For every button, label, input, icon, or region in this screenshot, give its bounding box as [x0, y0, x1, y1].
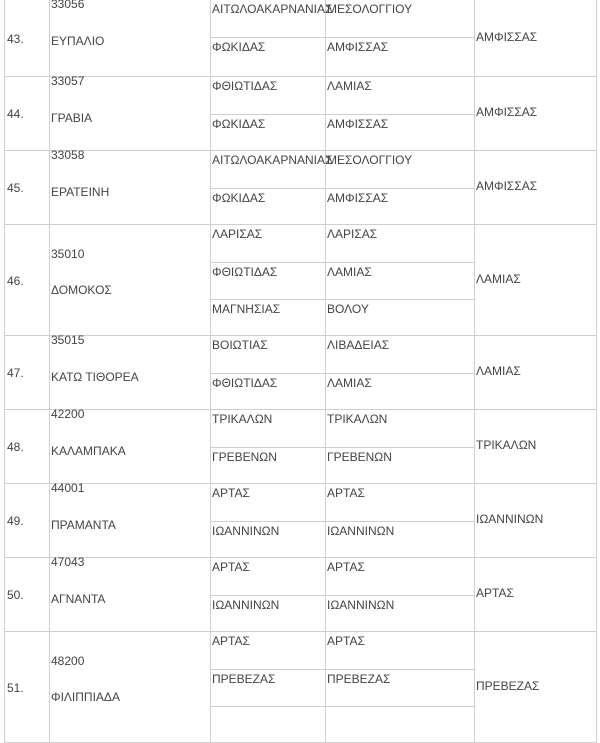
district-cell: ΑΡΤΑΣ	[327, 560, 365, 574]
column-divider	[49, 484, 50, 558]
postal-code: 35010	[51, 247, 85, 261]
table-row	[0, 481, 600, 558]
district-cell: ΛΑΜΙΑΣ	[327, 79, 372, 93]
district-cell: ΙΩΑΝΝΙΝΩΝ	[327, 598, 395, 612]
row-number: 44.	[7, 107, 24, 121]
postal-code: 44001	[51, 481, 85, 495]
subrow-divider	[210, 447, 475, 448]
postal-code: 42200	[51, 407, 85, 421]
row-number: 48.	[7, 440, 24, 454]
row-number: 49.	[7, 514, 24, 528]
prefecture-cell: ΦΩΚΙΔΑΣ	[212, 117, 266, 131]
row-number: 43.	[7, 32, 24, 46]
subrow-divider	[210, 521, 475, 522]
court-cell: ΛΑΜΙΑΣ	[476, 364, 521, 378]
column-divider	[596, 151, 597, 225]
column-divider	[210, 225, 211, 336]
subrow-divider	[210, 262, 475, 263]
postal-code: 35015	[51, 333, 85, 347]
row-number: 46.	[7, 274, 24, 288]
area-name: ΠΡΑΜΑΝΤΑ	[51, 518, 116, 532]
column-divider	[49, 77, 50, 151]
area-name: ΔΟΜΟΚΟΣ	[51, 283, 112, 297]
area-name: ΚΑΛΑΜΠΑΚΑ	[51, 444, 126, 458]
prefecture-cell: ΙΩΑΝΝΙΝΩΝ	[212, 524, 280, 538]
prefecture-cell: ΑΡΤΑΣ	[212, 560, 250, 574]
table-row	[0, 148, 600, 225]
district-cell: ΙΩΑΝΝΙΝΩΝ	[327, 524, 395, 538]
district-cell: ΤΡΙΚΑΛΩΝ	[327, 412, 388, 426]
area-name: ΑΓΝΑΝΤΑ	[51, 592, 106, 606]
prefecture-cell: ΦΘΙΩΤΙΔΑΣ	[212, 376, 278, 390]
column-divider	[474, 632, 475, 743]
column-divider	[474, 0, 475, 77]
prefecture-cell: ΙΩΑΝΝΙΝΩΝ	[212, 598, 280, 612]
area-name: ΚΑΤΩ ΤΙΘΟΡΕΑ	[51, 370, 139, 384]
postal-code: 47043	[51, 555, 85, 569]
court-cell: ΑΜΦΙΣΣΑΣ	[476, 105, 538, 119]
column-divider	[4, 484, 5, 558]
column-divider	[4, 410, 5, 484]
court-cell: ΑΡΤΑΣ	[476, 586, 514, 600]
subrow-divider	[210, 373, 475, 374]
column-divider	[596, 558, 597, 632]
prefecture-cell: ΤΡΙΚΑΛΩΝ	[212, 412, 273, 426]
prefecture-cell: ΓΡΕΒΕΝΩΝ	[212, 450, 277, 464]
column-divider	[596, 225, 597, 336]
postal-code: 48200	[51, 654, 85, 668]
column-divider	[49, 151, 50, 225]
column-divider	[49, 558, 50, 632]
column-divider	[325, 632, 326, 743]
column-divider	[4, 336, 5, 410]
prefecture-cell: ΒΟΙΩΤΙΑΣ	[212, 338, 268, 352]
district-cell: ΛΑΜΙΑΣ	[327, 376, 372, 390]
area-name: ΕΡΑΤΕΙΝΗ	[51, 185, 110, 199]
district-cell: ΜΕΣΟΛΟΓΓΙΟΥ	[327, 153, 413, 167]
table-row	[0, 333, 600, 410]
column-divider	[4, 0, 5, 77]
prefecture-cell: ΦΘΙΩΤΙΔΑΣ	[212, 265, 278, 279]
column-divider	[210, 0, 211, 77]
area-name: ΓΡΑΒΙΑ	[51, 111, 93, 125]
row-number: 51.	[7, 681, 24, 695]
court-cell: ΤΡΙΚΑΛΩΝ	[476, 438, 537, 452]
court-cell: ΙΩΑΝΝΙΝΩΝ	[476, 512, 544, 526]
district-cell: ΑΜΦΙΣΣΑΣ	[327, 40, 389, 54]
column-divider	[4, 225, 5, 336]
table-row	[0, 74, 600, 151]
prefecture-cell: ΦΘΙΩΤΙΔΑΣ	[212, 79, 278, 93]
subrow-divider	[210, 114, 475, 115]
column-divider	[596, 77, 597, 151]
prefecture-cell: ΦΩΚΙΔΑΣ	[212, 191, 266, 205]
column-divider	[210, 632, 211, 743]
postal-code: 33057	[51, 74, 85, 88]
column-divider	[474, 225, 475, 336]
subrow-divider	[210, 37, 475, 38]
table-row	[0, 225, 600, 336]
table-row	[0, 407, 600, 484]
subrow-divider	[210, 595, 475, 596]
prefecture-cell: ΛΑΡΙΣΑΣ	[212, 227, 263, 241]
subrow-divider	[210, 188, 475, 189]
column-divider	[596, 410, 597, 484]
column-divider	[49, 410, 50, 484]
column-divider	[596, 336, 597, 410]
column-divider	[49, 0, 50, 77]
column-divider	[325, 225, 326, 336]
district-cell: ΠΡΕΒΕΖΑΣ	[327, 672, 391, 686]
prefecture-cell: ΑΙΤΩΛΟΑΚΑΡΝΑΝΙΑΣ	[212, 153, 333, 167]
court-cell: ΑΜΦΙΣΣΑΣ	[476, 179, 538, 193]
prefecture-cell: ΑΙΤΩΛΟΑΚΑΡΝΑΝΙΑΣ	[212, 2, 333, 16]
area-name: ΕΥΠΑΛΙΟ	[51, 34, 105, 48]
court-cell: ΛΑΜΙΑΣ	[476, 272, 521, 286]
district-cell: ΛΑΜΙΑΣ	[327, 265, 372, 279]
prefecture-cell: ΜΑΓΝΗΣΙΑΣ	[212, 302, 281, 316]
table-row	[0, 632, 600, 743]
table-row	[0, 0, 600, 77]
column-divider	[49, 336, 50, 410]
district-cell: ΑΡΤΑΣ	[327, 634, 365, 648]
subrow-divider	[210, 299, 475, 300]
column-divider	[596, 0, 597, 77]
column-divider	[4, 558, 5, 632]
district-cell: ΑΡΤΑΣ	[327, 486, 365, 500]
subrow-divider	[210, 669, 475, 670]
table-row	[0, 555, 600, 632]
column-divider	[49, 632, 50, 743]
postal-code: 33058	[51, 148, 85, 162]
column-divider	[4, 151, 5, 225]
prefecture-cell: ΦΩΚΙΔΑΣ	[212, 40, 266, 54]
row-number: 47.	[7, 366, 24, 380]
column-divider	[4, 632, 5, 743]
district-cell: ΑΜΦΙΣΣΑΣ	[327, 117, 389, 131]
district-cell: ΑΜΦΙΣΣΑΣ	[327, 191, 389, 205]
column-divider	[596, 632, 597, 743]
district-cell: ΛΑΡΙΣΑΣ	[327, 227, 378, 241]
row-number: 45.	[7, 181, 24, 195]
area-name: ΦΙΛΙΠΠΙΑΔΑ	[51, 690, 120, 704]
district-cell: ΒΟΛΟΥ	[327, 302, 369, 316]
postal-code: 33056	[51, 0, 85, 11]
district-cell: ΜΕΣΟΛΟΓΓΙΟΥ	[327, 2, 413, 16]
column-divider	[596, 484, 597, 558]
subrow-divider	[210, 706, 475, 707]
court-cell: ΠΡΕΒΕΖΑΣ	[476, 679, 540, 693]
prefecture-cell: ΑΡΤΑΣ	[212, 486, 250, 500]
column-divider	[49, 225, 50, 336]
prefecture-cell: ΑΡΤΑΣ	[212, 634, 250, 648]
district-cell: ΓΡΕΒΕΝΩΝ	[327, 450, 392, 464]
court-cell: ΑΜΦΙΣΣΑΣ	[476, 30, 538, 44]
prefecture-cell: ΠΡΕΒΕΖΑΣ	[212, 672, 276, 686]
district-cell: ΛΙΒΑΔΕΙΑΣ	[327, 338, 390, 352]
row-number: 50.	[7, 588, 24, 602]
column-divider	[4, 77, 5, 151]
